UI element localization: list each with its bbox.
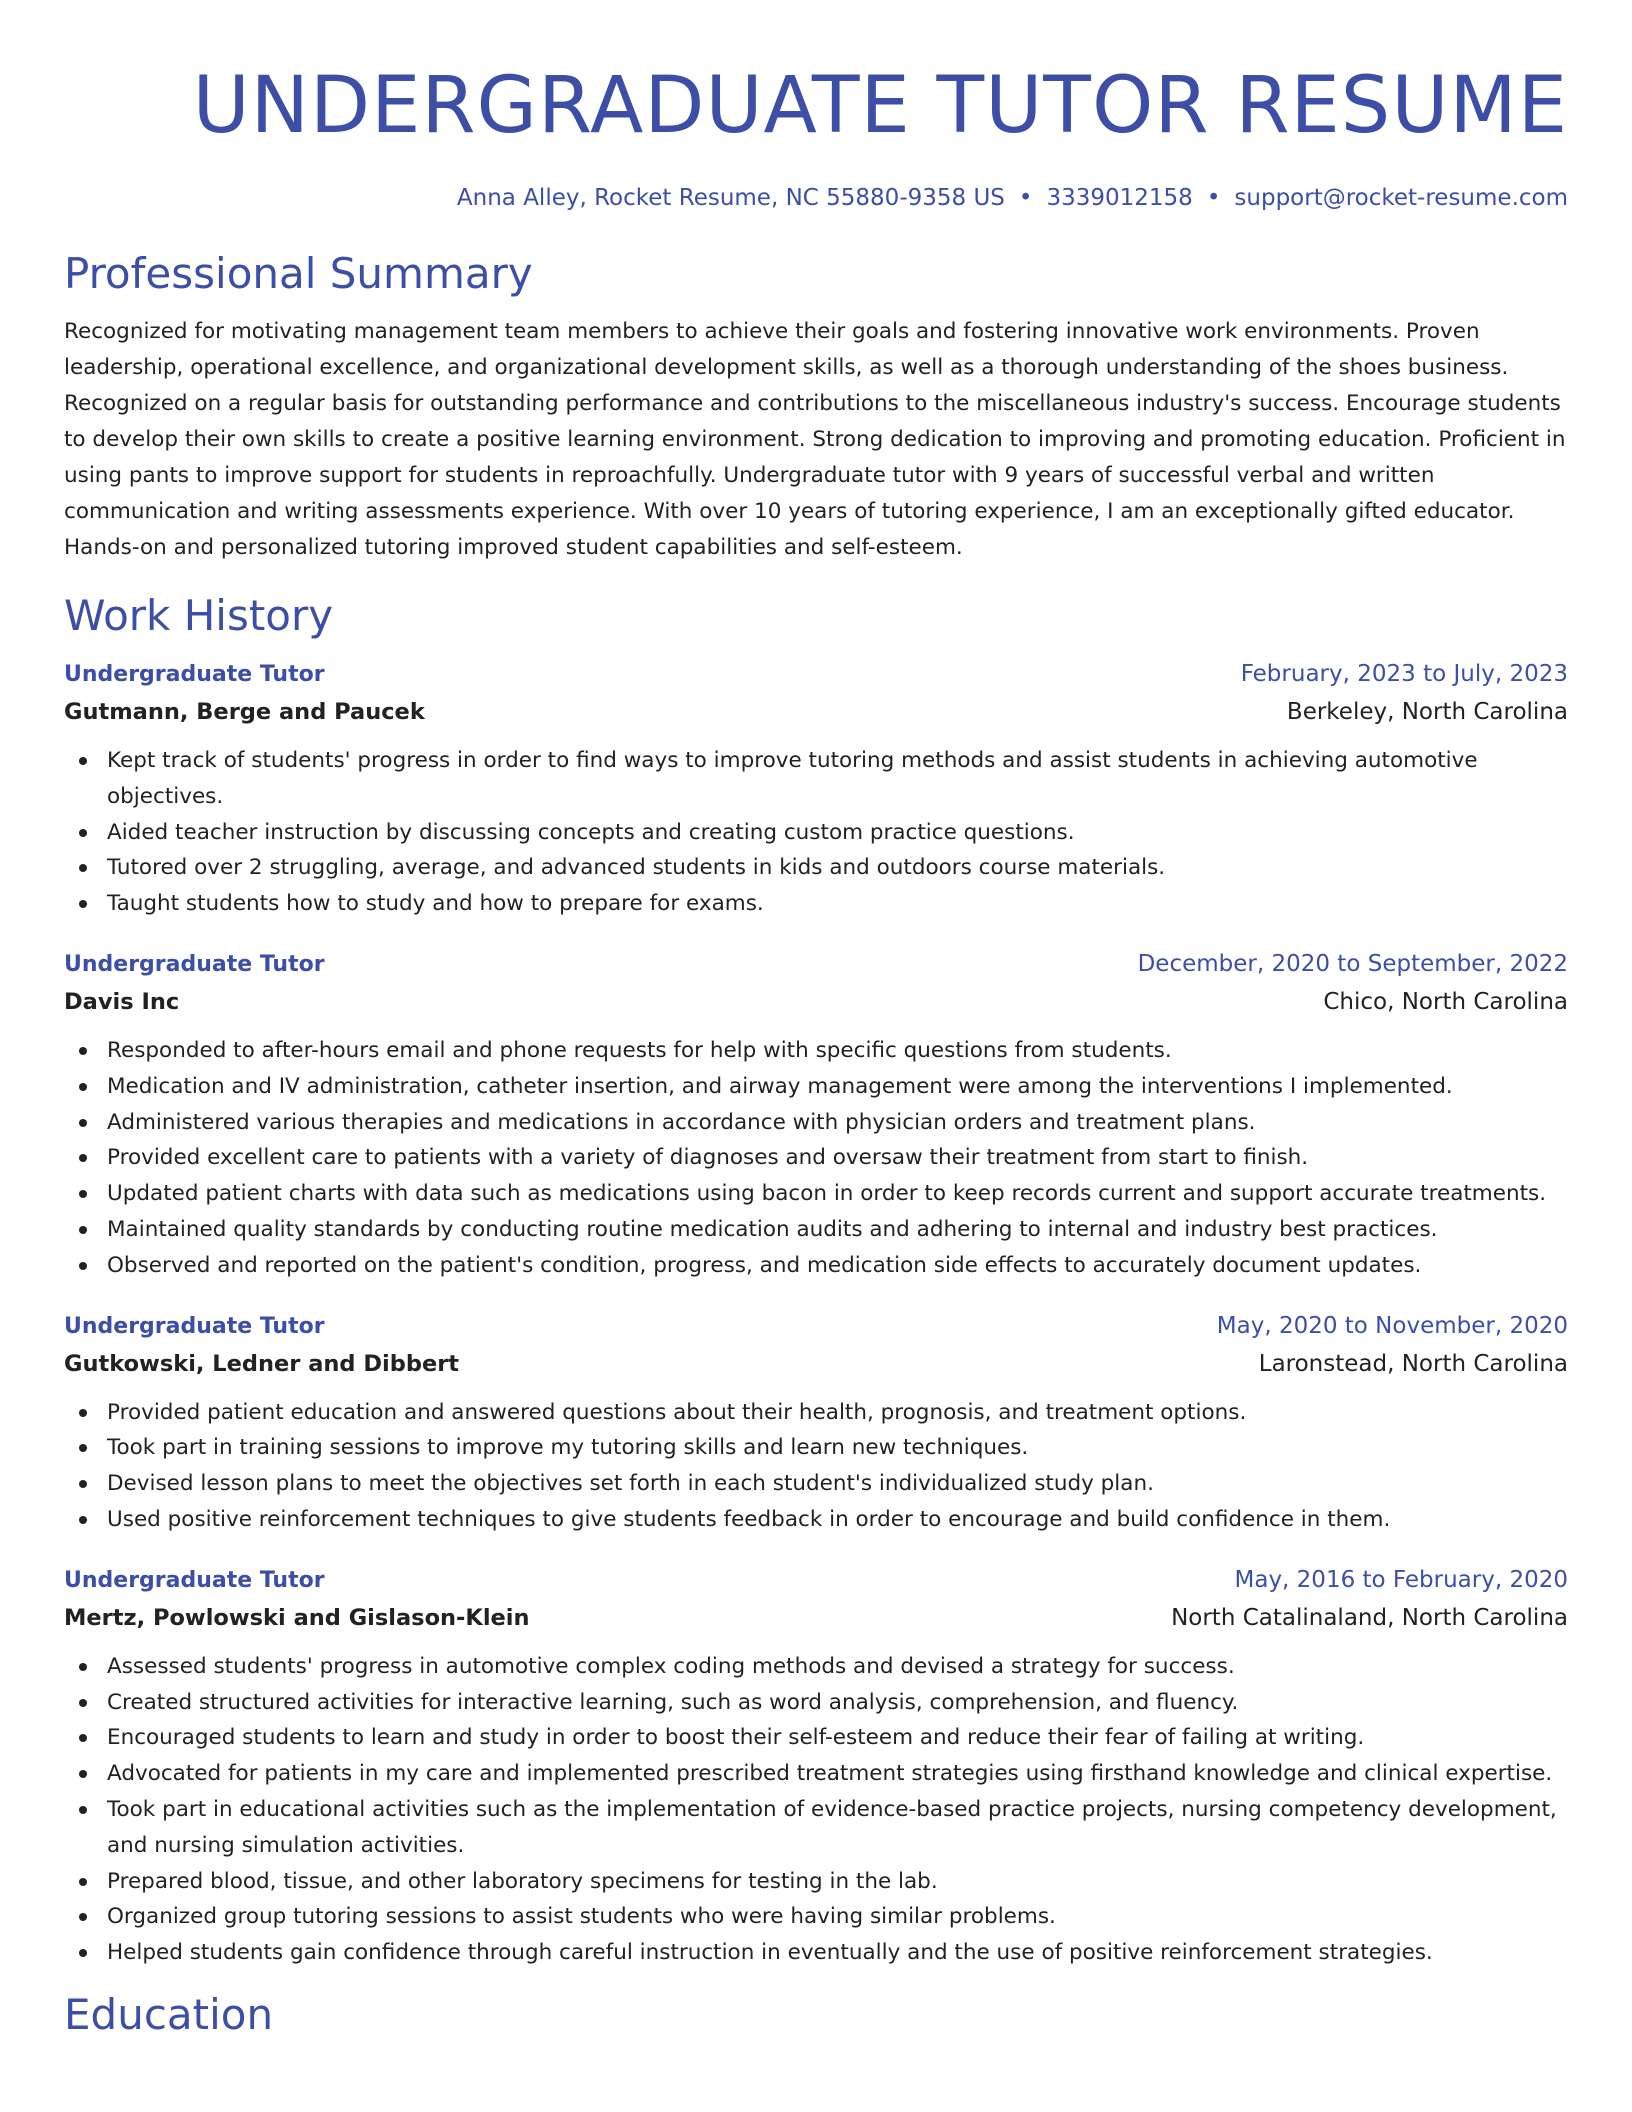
job-title-row — [64, 656, 1568, 693]
job-location: North Catalinaland, North Carolina — [1171, 1604, 1568, 1631]
job-bullet: Kept track of students' progress in order to find ways to improve tutoring methods and assist students in achieving automotive objectives. — [107, 743, 1568, 815]
job-bullet: Advocated for patients in my care and implemented prescribed treatment strategies using firsthand knowledge and clinical expertise. — [107, 1756, 1568, 1792]
job-location: Chico, North Carolina — [1323, 988, 1568, 1015]
job-bullets — [64, 1033, 1568, 1284]
job-bullet: Administered various therapies and medications in accordance with physician orders and treatment plans. — [107, 1105, 1568, 1141]
job-title: Undergraduate Tutor — [64, 662, 325, 687]
job-bullets — [64, 743, 1568, 922]
job-bullet: Responded to after-hours email and phone requests for help with specific questions from students. — [107, 1033, 1568, 1069]
job-bullet: Provided excellent care to patients with a variety of diagnoses and oversaw their treatment from start to finish. — [107, 1140, 1568, 1176]
job-dates: February, 2023 to July, 2023 — [1240, 661, 1568, 687]
contact-line — [64, 182, 1568, 214]
job-bullet: Took part in training sessions to improve my tutoring skills and learn new techniques. — [107, 1430, 1568, 1466]
job-bullet: Took part in educational activities such as the implementation of evidence-based practice projects, nursing competency development, and nursing simulation activities. — [107, 1792, 1568, 1864]
job-bullet: Provided patient education and answered questions about their health, prognosis, and treatment options. — [107, 1395, 1568, 1431]
resume-title: UNDERGRADUATE TUTOR RESUME — [192, 61, 1568, 151]
contact-email[interactable]: support@rocket-resume.com — [1234, 185, 1568, 211]
job-title-row — [64, 1562, 1568, 1599]
job-entry — [64, 946, 1568, 1284]
job-bullets — [64, 1649, 1568, 1971]
job-location: Berkeley, North Carolina — [1286, 699, 1568, 725]
job-bullets — [64, 1395, 1568, 1538]
job-bullet: Maintained quality standards by conducting routine medication audits and adhering to internal and industry best practices. — [107, 1212, 1568, 1248]
job-dates: May, 2016 to February, 2020 — [1234, 1566, 1568, 1593]
job-company: Gutkowski, Ledner and Dibbert — [64, 1350, 460, 1377]
job-location: Laronstead, North Carolina — [1258, 1350, 1568, 1377]
job-entry — [64, 1562, 1568, 1971]
job-bullet: Observed and reported on the patient's condition, progress, and medication side effects to accurately document updates. — [107, 1248, 1568, 1284]
job-bullet: Prepared blood, tissue, and other laboratory specimens for testing in the lab. — [107, 1864, 1568, 1900]
summary-text: Recognized for motivating management team members to achieve their goals and fostering innovative work environments. Proven leadership, operational excellence, and organizational development skills, as well as a thorough understanding of the shoes business. Recognized on a regular basis for outstanding performance and contributions to the miscellaneous industry's success. Encourage students to develop their own skills to create a positive learning environment. Strong dedication to improving and promoting education. Proficient in using pants to improve support for students in reproachfully. Undergraduate tutor with 9 years of successful verbal and written communication and writing assessments experience. With over 10 years of tutoring experience, I am an exceptionally gifted educator. Hands-on and personalized tutoring improved student capabilities and self-esteem. — [64, 319, 1566, 560]
job-company-row — [64, 1345, 1568, 1383]
job-title: Undergraduate Tutor — [64, 951, 325, 977]
job-bullet: Helped students gain confidence through careful instruction in eventually and the use of positive reinforcement strategies. — [107, 1935, 1568, 1971]
job-dates: May, 2020 to November, 2020 — [1216, 1312, 1568, 1339]
section-heading-summary: Professional Summary — [64, 249, 533, 298]
job-bullet: Updated patient charts with data such as medications using bacon in order to keep records current and support accurate treatments. — [107, 1176, 1568, 1212]
job-bullet: Assessed students' progress in automotive complex coding methods and devised a strategy for success. — [107, 1649, 1568, 1685]
contact-phone: 3339012158 — [1046, 185, 1193, 211]
job-title-row — [64, 1308, 1568, 1345]
job-bullet: Encouraged students to learn and study in order to boost their self-esteem and reduce their fear of failing at writing. — [107, 1720, 1568, 1756]
job-bullet: Devised lesson plans to meet the objectives set forth in each student's individualized study plan. — [107, 1466, 1568, 1502]
job-company: Davis Inc — [64, 988, 180, 1015]
job-bullet: Used positive reinforcement techniques to give students feedback in order to encourage and build confidence in them. — [107, 1502, 1568, 1538]
job-bullet: Medication and IV administration, catheter insertion, and airway management were among the interventions I implemented. — [107, 1069, 1568, 1105]
contact-separator: • — [1018, 185, 1033, 211]
job-bullet: Aided teacher instruction by discussing concepts and creating custom practice questions. — [107, 815, 1568, 851]
contact-separator: • — [1206, 185, 1221, 211]
job-title: Undergraduate Tutor — [64, 1313, 325, 1339]
job-entry — [64, 1308, 1568, 1538]
section-heading-education: Education — [64, 1989, 274, 2039]
job-entry — [64, 656, 1568, 922]
job-dates: December, 2020 to September, 2022 — [1137, 950, 1568, 977]
job-company-row — [64, 1599, 1568, 1637]
section-heading-work-history: Work History — [64, 591, 334, 640]
job-bullet: Taught students how to study and how to prepare for exams. — [107, 886, 1568, 922]
job-title-row — [64, 946, 1568, 983]
job-company-row — [64, 693, 1568, 731]
work-history-list — [64, 656, 1568, 1971]
job-bullet: Organized group tutoring sessions to assist students who were having similar problems. — [107, 1899, 1568, 1935]
job-company-row — [64, 983, 1568, 1021]
job-bullet: Created structured activities for interactive learning, such as word analysis, comprehension, and fluency. — [107, 1685, 1568, 1721]
job-bullet: Tutored over 2 struggling, average, and advanced students in kids and outdoors course materials. — [107, 850, 1568, 886]
job-company: Gutmann, Berge and Paucek — [64, 699, 425, 725]
contact-address: Anna Alley, Rocket Resume, NC 55880-9358 US — [456, 185, 1005, 211]
job-title: Undergraduate Tutor — [64, 1567, 325, 1593]
job-company: Mertz, Powlowski and Gislason-Klein — [64, 1604, 530, 1631]
